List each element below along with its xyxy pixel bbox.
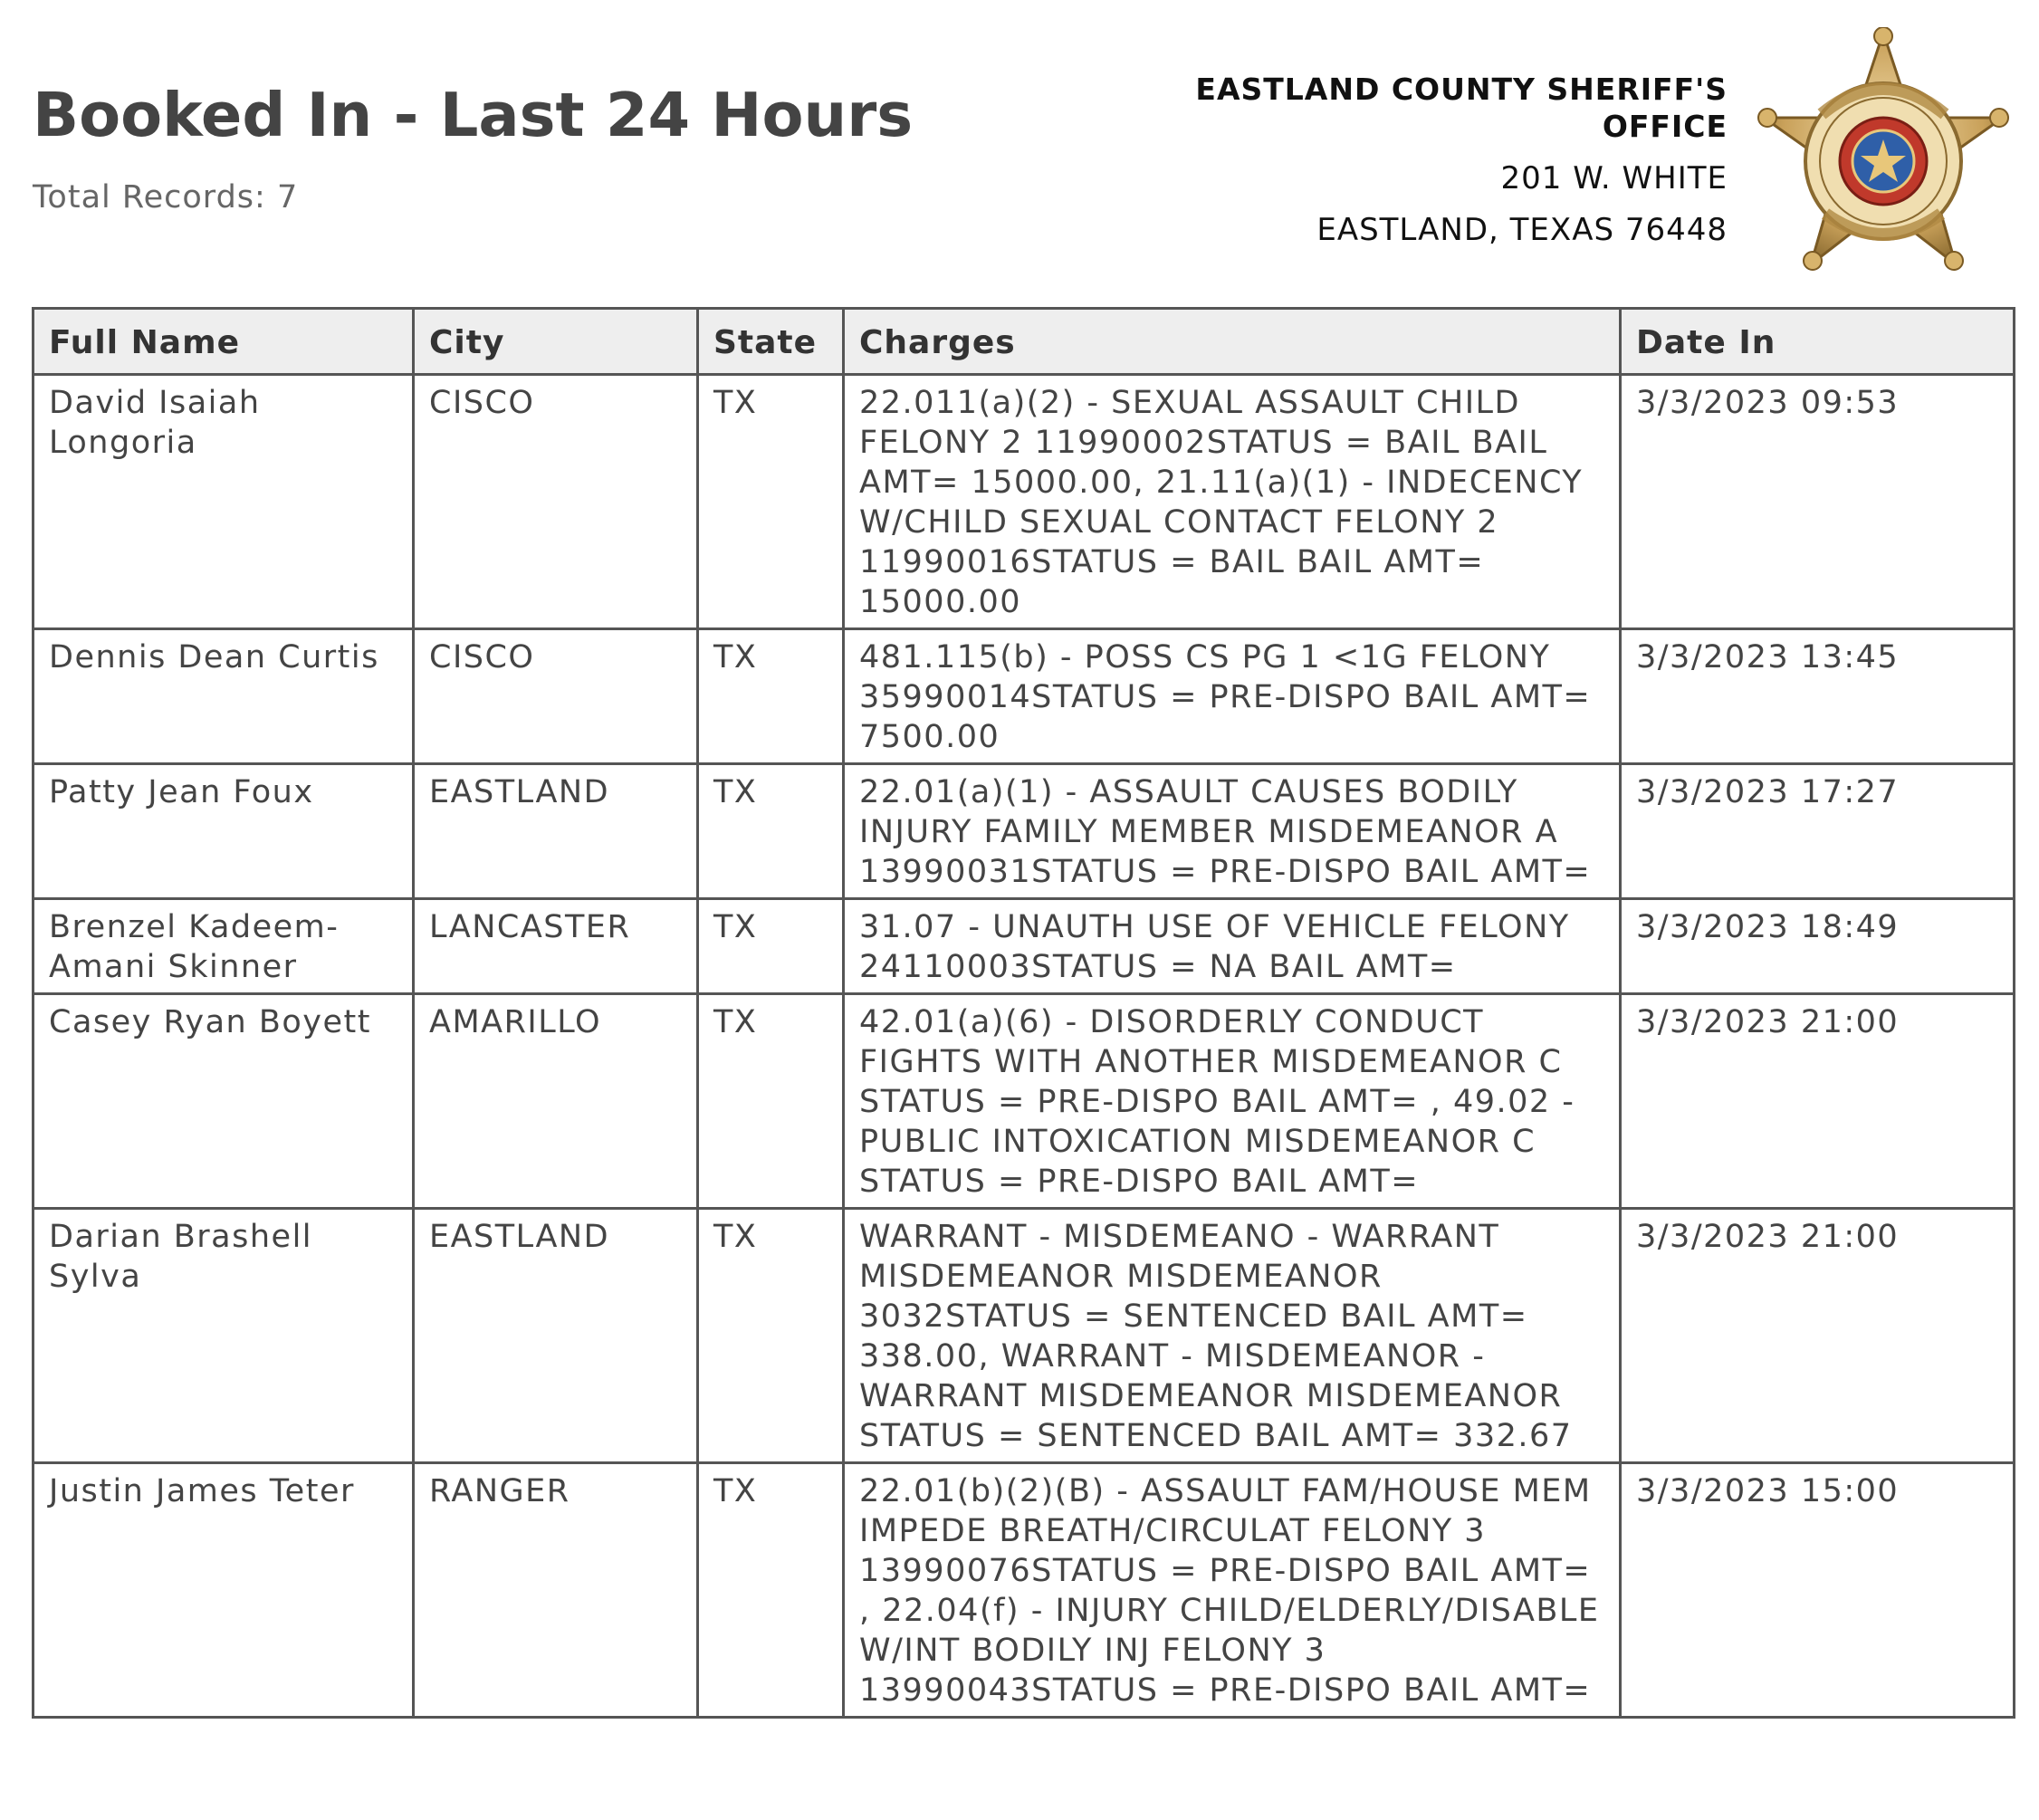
cell-city: EASTLAND [414, 764, 698, 899]
cell-full-name: David Isaiah Longoria [34, 375, 414, 629]
cell-city: RANGER [414, 1463, 698, 1718]
table-header-row [34, 309, 2015, 375]
column-header-city: City [414, 309, 698, 375]
cell-full-name: Patty Jean Foux [34, 764, 414, 899]
office-address-city: EASTLAND, TEXAS 76448 [1316, 212, 1728, 248]
table-row [34, 899, 2015, 994]
cell-date-in: 3/3/2023 21:00 [1621, 1209, 2015, 1463]
cell-state: TX [698, 994, 844, 1209]
cell-state: TX [698, 899, 844, 994]
cell-full-name: Dennis Dean Curtis [34, 629, 414, 764]
column-header-charges: Charges [844, 309, 1621, 375]
cell-state: TX [698, 764, 844, 899]
cell-date-in: 3/3/2023 17:27 [1621, 764, 2015, 899]
table-row [34, 1463, 2015, 1718]
total-records: Total Records: 7 [33, 179, 299, 216]
cell-charges: WARRANT - MISDEMEANO - WARRANT MISDEMEANOR MISDEMEANOR 3032STATUS = SENTENCED BAIL AMT= 338.00, WARRANT - MISDEMEANOR - WARRANT MISDEMEANOR MISDEMEANOR STATUS = SENTENCED BAIL AMT= 332.67 [844, 1209, 1621, 1463]
cell-date-in: 3/3/2023 21:00 [1621, 994, 2015, 1209]
column-header-date-in: Date In [1621, 309, 2015, 375]
column-header-state: State [698, 309, 844, 375]
cell-city: EASTLAND [414, 1209, 698, 1463]
cell-date-in: 3/3/2023 13:45 [1621, 629, 2015, 764]
bookings-table [32, 307, 2015, 1719]
cell-state: TX [698, 375, 844, 629]
cell-date-in: 3/3/2023 09:53 [1621, 375, 2015, 629]
office-info [1039, 71, 1728, 249]
cell-state: TX [698, 1209, 844, 1463]
cell-charges: 31.07 - UNAUTH USE OF VEHICLE FELONY 24110003STATUS = NA BAIL AMT= [844, 899, 1621, 994]
office-address-street: 201 W. WHITE [1500, 160, 1728, 196]
office-name-line1: EASTLAND COUNTY SHERIFF'S [1195, 72, 1728, 107]
table-row [34, 764, 2015, 899]
page-title: Booked In - Last 24 Hours [33, 80, 914, 150]
cell-date-in: 3/3/2023 18:49 [1621, 899, 2015, 994]
cell-charges: 22.011(a)(2) - SEXUAL ASSAULT CHILD FELONY 2 11990002STATUS = BAIL BAIL AMT= 15000.00, 21.11(a)(1) - INDECENCY W/CHILD SEXUAL CONTACT FELONY 2 11990016STATUS = BAIL BAIL AMT= 15000.00 [844, 375, 1621, 629]
cell-city: LANCASTER [414, 899, 698, 994]
cell-full-name: Brenzel Kadeem-Amani Skinner [34, 899, 414, 994]
cell-full-name: Justin James Teter [34, 1463, 414, 1718]
table-row [34, 375, 2015, 629]
column-header-full-name: Full Name [34, 309, 414, 375]
cell-date-in: 3/3/2023 15:00 [1621, 1463, 2015, 1718]
table-row [34, 994, 2015, 1209]
office-name-line2: OFFICE [1602, 109, 1728, 144]
cell-charges: 42.01(a)(6) - DISORDERLY CONDUCT FIGHTS WITH ANOTHER MISDEMEANOR C STATUS = PRE-DISPO BAIL AMT= , 49.02 - PUBLIC INTOXICATION MISDEMEANOR C STATUS = PRE-DISPO BAIL AMT= [844, 994, 1621, 1209]
cell-full-name: Casey Ryan Boyett [34, 994, 414, 1209]
cell-charges: 22.01(a)(1) - ASSAULT CAUSES BODILY INJURY FAMILY MEMBER MISDEMEANOR A 13990031STATUS = PRE-DISPO BAIL AMT= [844, 764, 1621, 899]
cell-state: TX [698, 1463, 844, 1718]
cell-city: AMARILLO [414, 994, 698, 1209]
cell-state: TX [698, 629, 844, 764]
cell-city: CISCO [414, 629, 698, 764]
cell-charges: 22.01(b)(2)(B) - ASSAULT FAM/HOUSE MEM IMPEDE BREATH/CIRCULAT FELONY 3 13990076STATUS = PRE-DISPO BAIL AMT= , 22.04(f) - INJURY CHILD/ELDERLY/DISABLE W/INT BODILY INJ FELONY 3 13990043STATUS = PRE-DISPO BAIL AMT= [844, 1463, 1621, 1718]
table-row [34, 629, 2015, 764]
cell-city: CISCO [414, 375, 698, 629]
sheriff-star-badge-icon [1753, 27, 2014, 277]
cell-full-name: Darian Brashell Sylva [34, 1209, 414, 1463]
cell-charges: 481.115(b) - POSS CS PG 1 <1G FELONY 35990014STATUS = PRE-DISPO BAIL AMT= 7500.00 [844, 629, 1621, 764]
table-row [34, 1209, 2015, 1463]
